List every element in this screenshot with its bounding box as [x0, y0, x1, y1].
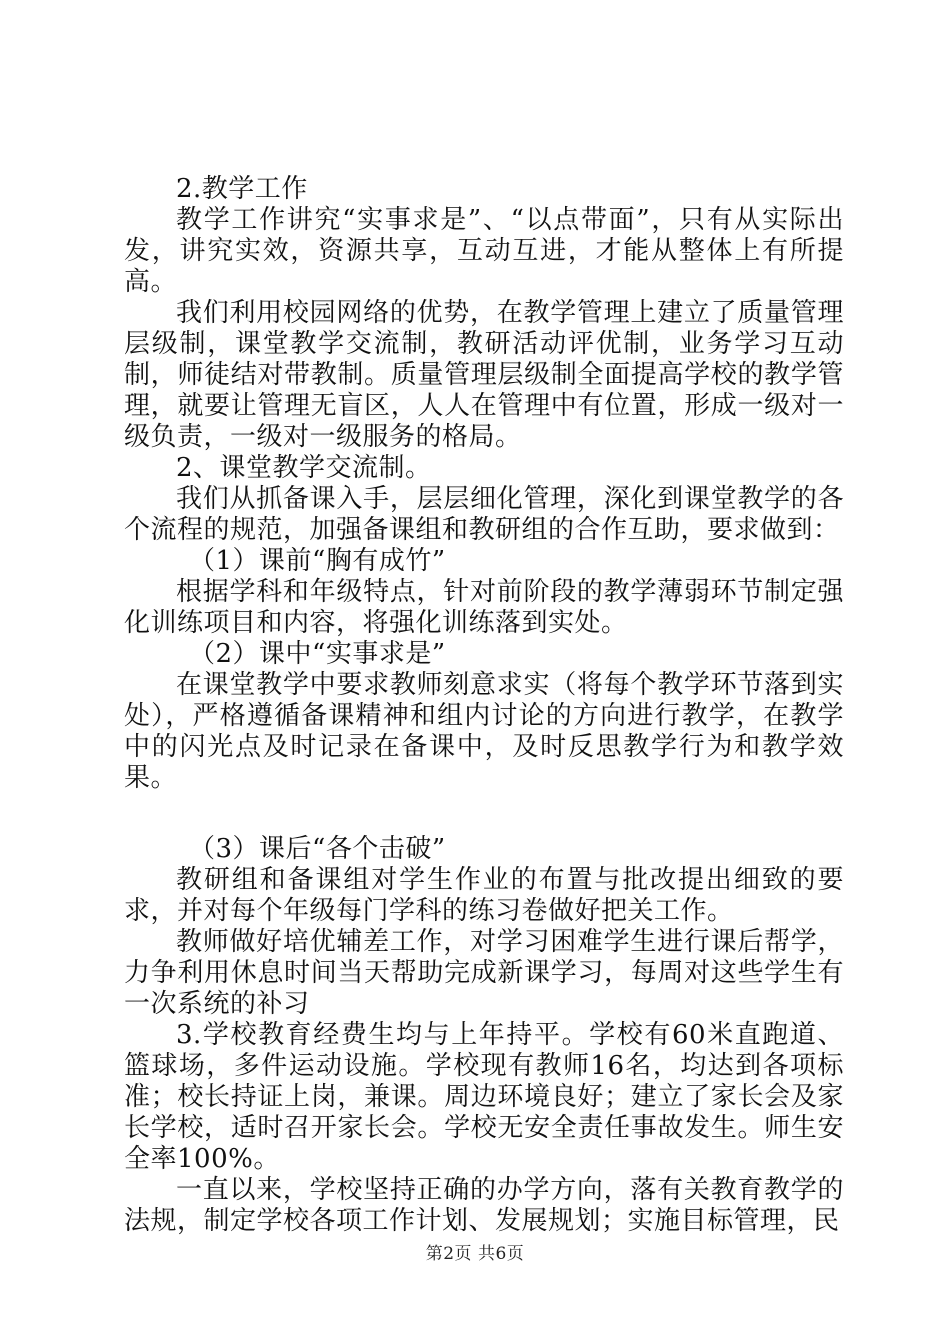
- paragraph-lesson-preparation: 我们从抓备课入手，层层细化管理，深化到课堂教学的各个流程的规范，加强备课组和教研组的合作互助，要求做到：: [124, 484, 844, 545]
- section-heading-teaching-work: 2.教学工作: [176, 174, 308, 204]
- subheading-classroom-exchange: 2、课堂教学交流制。: [176, 453, 432, 483]
- paragraph-teaching-management: 我们利用校园网络的优势，在教学管理上建立了质量管理层级制，课堂教学交流制，教研活动评优制，业务学习互动制，师徒结对带教制。质量管理层级制全面提高学校的教学管理，就要让管理无盲区，人人在管理中有位置，形成一级对一级负责，一级对一级服务的格局。: [124, 298, 844, 452]
- paragraph-teaching-principle: 教学工作讲究“实事求是”、“以点带面”，只有从实际出发，讲究实效，资源共享，互动互进，才能从整体上有所提高。: [124, 205, 844, 297]
- paragraph-during-class: 在课堂教学中要求教师刻意求实（将每个教学环节落到实处），严格遵循备课精神和组内讨论的方向进行教学，在教学中的闪光点及时记录在备课中，及时反思教学行为和教学效果。: [124, 670, 844, 793]
- paragraph-school-funding: 3.学校教育经费生均与上年持平。学校有60米直跑道、篮球场，多件运动设施。学校现有教师16名，均达到各项标准；校长持证上岗，兼课。周边环境良好；建立了家长会及家长学校，适时召开家长会。学校无安全责任事故发生。师生安全率100%。: [124, 1020, 844, 1174]
- paragraph-after-class: 教研组和备课组对学生作业的布置与批改提出细致的要求，并对每个年级每门学科的练习卷做好把关工作。: [124, 865, 844, 926]
- document-body: [124, 174, 844, 1237]
- paragraph-before-class: 根据学科和年级特点，针对前阶段的教学薄弱环节制定强化训练项目和内容，将强化训练落到实处。: [124, 577, 844, 638]
- item-before-class: （1）课前“胸有成竹”: [189, 546, 446, 576]
- paragraph-tutoring: 教师做好培优辅差工作，对学习困难学生进行课后帮学，力争利用休息时间当天帮助完成新课学习，每周对这些学生有一次系统的补习: [124, 927, 844, 1019]
- page-number-footer: 第2页 共6页: [425, 1244, 525, 1264]
- item-after-class: （3）课后“各个击破”: [189, 834, 446, 864]
- item-during-class: （2）课中“实事求是”: [189, 639, 446, 669]
- paragraph-school-direction: 一直以来，学校坚持正确的办学方向，落有关教育教学的法规，制定学校各项工作计划、发展规划；实施目标管理，民: [124, 1175, 844, 1236]
